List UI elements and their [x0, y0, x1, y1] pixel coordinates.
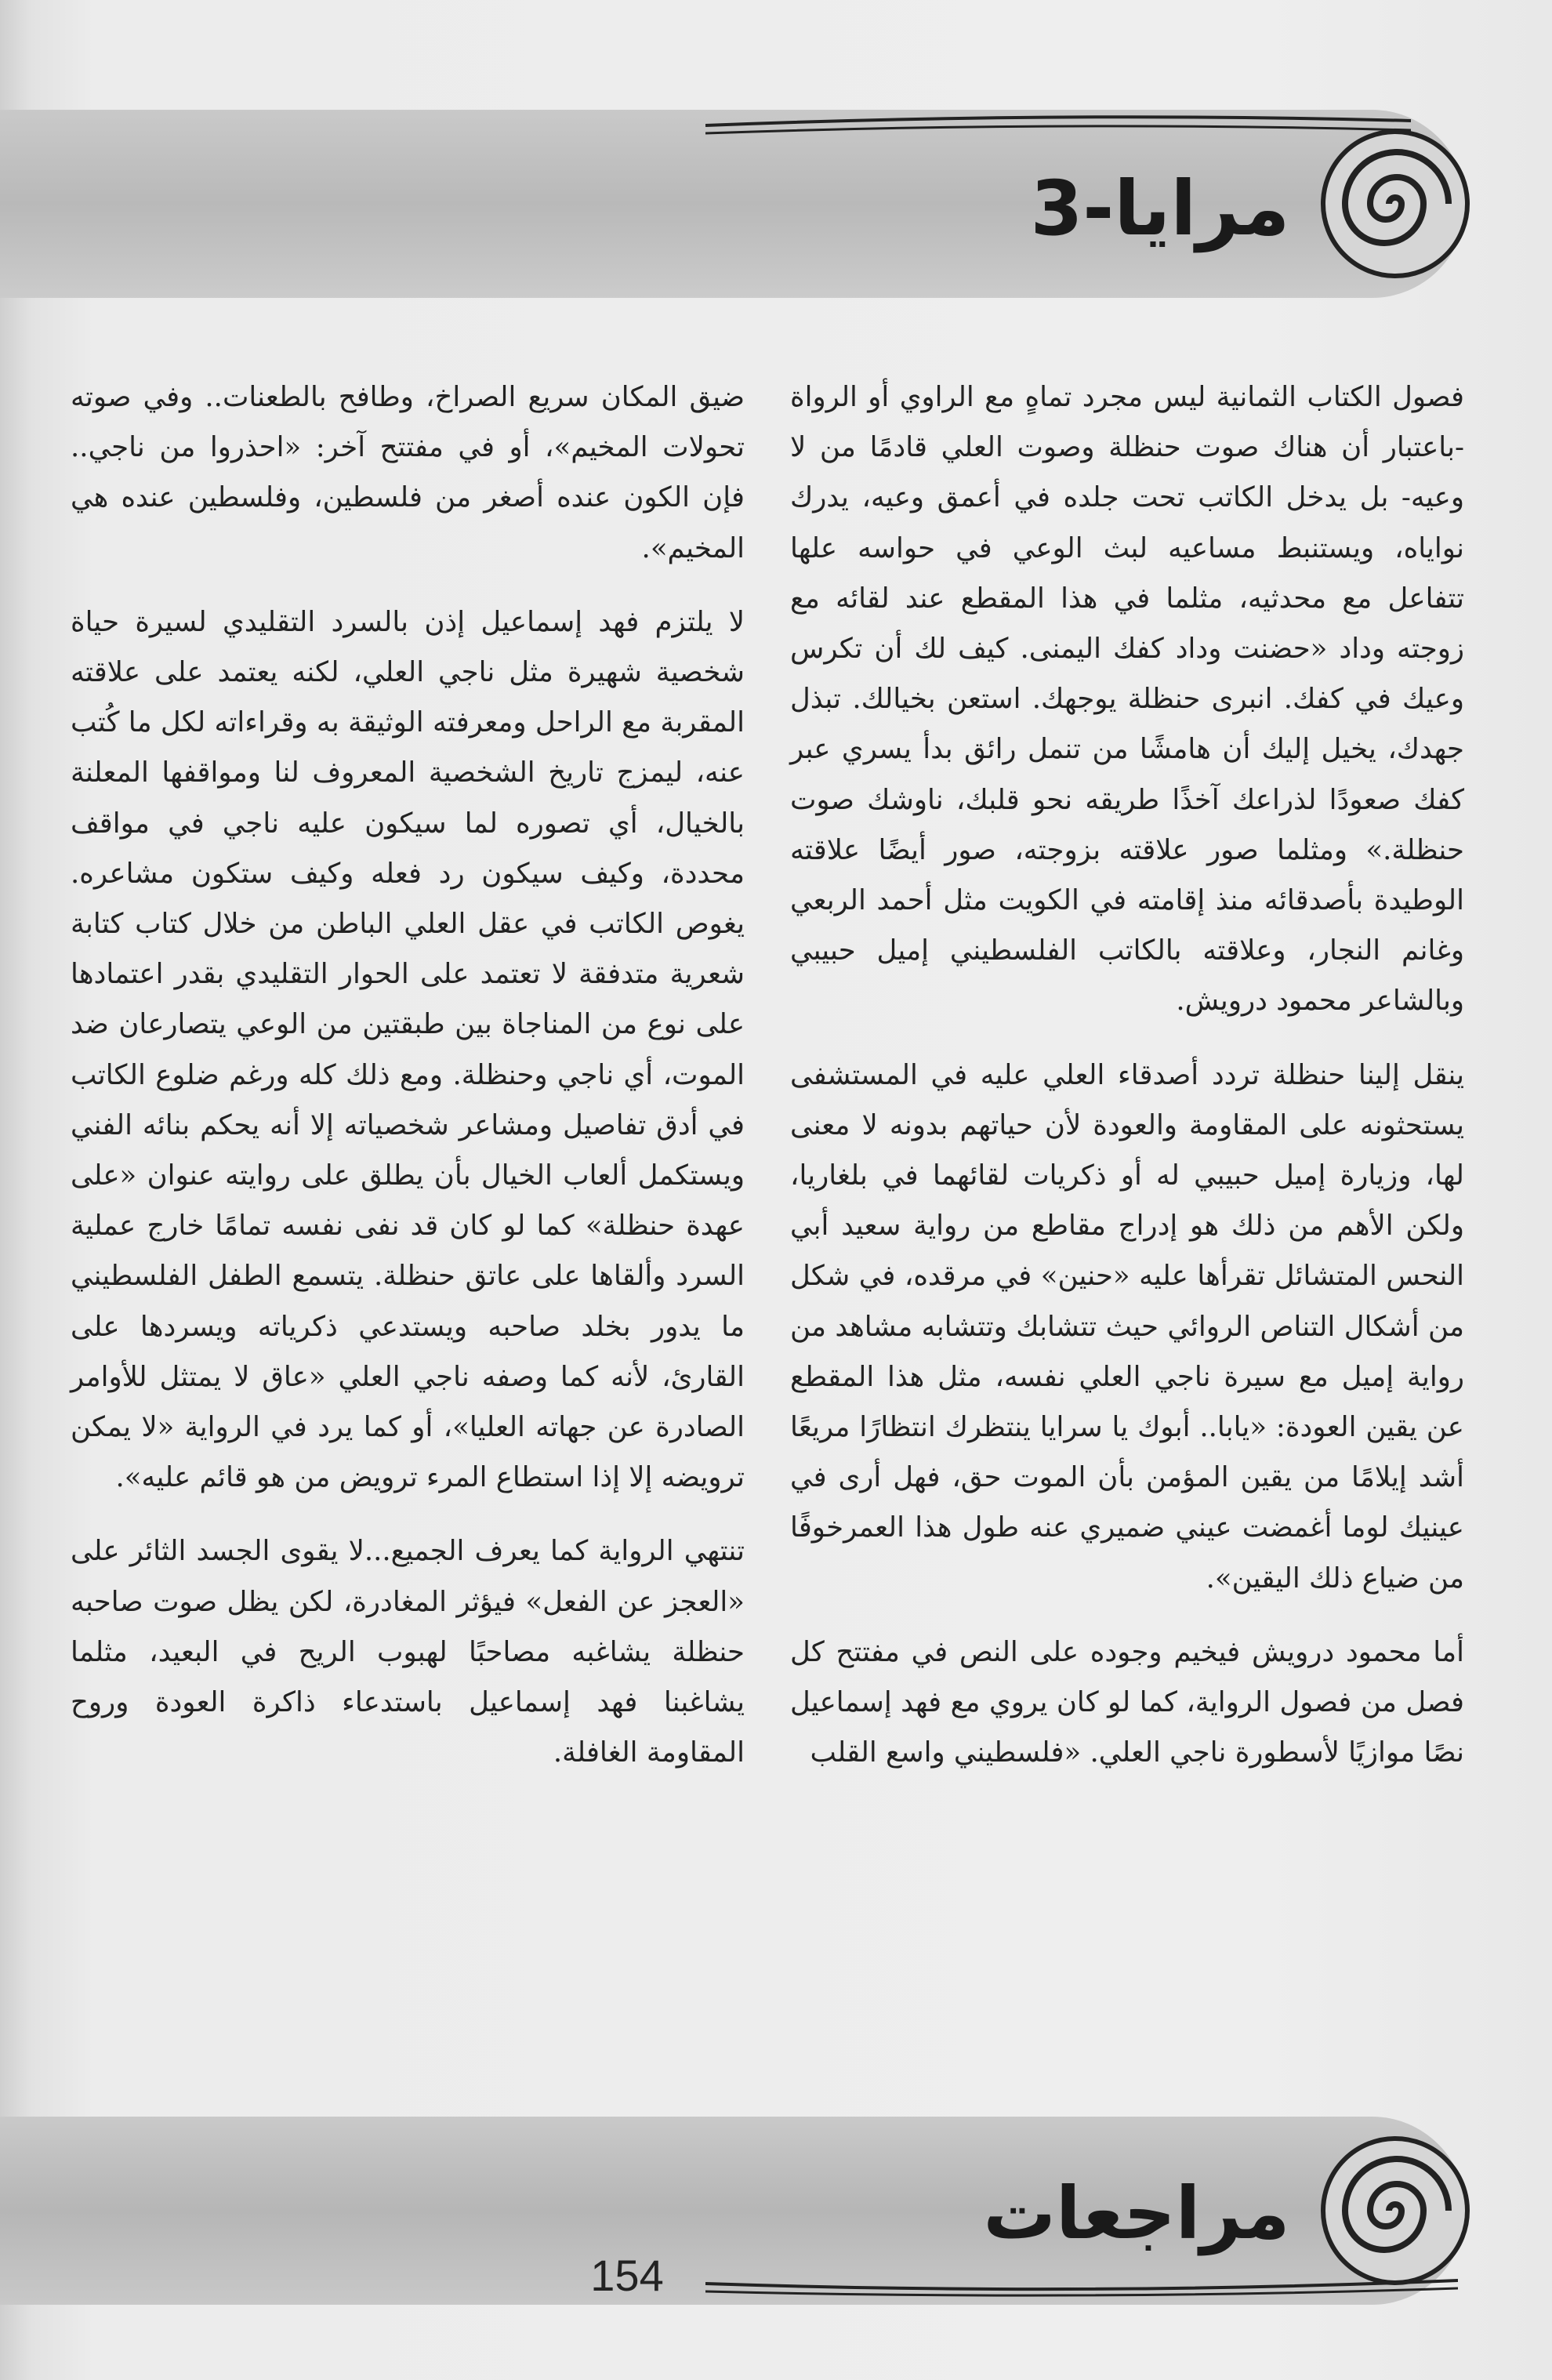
- footer-section-title: مراجعات: [983, 2171, 1290, 2255]
- header-rule: [705, 110, 1411, 141]
- spiral-ornament-icon: [1317, 125, 1474, 282]
- footer-rule: [705, 2277, 1458, 2301]
- page-number: 154: [590, 2251, 664, 2300]
- section-title: مرايا-3: [1030, 165, 1290, 252]
- paragraph: لا يلتزم فهد إسماعيل إذن بالسرد التقليدي لسيرة حياة شخصية شهيرة مثل ناجي العلي، لكنه يعتمد على علاقته المقربة مع الراحل ومعرفته الوثيقة به وقراءاته لكل ما كُتب عنه، ليمزج تاريخ الشخصية المعروف لنا ومواقفها المعلنة بالخيال، أي تصوره لما سيكون عليه ناجي في مواقف محددة، وكيف سيكون رد فعله وكيف ستكون مشاعره. يغوص الكاتب في عقل العلي الباطن من خلال كتاب كتابة شعرية متدفقة لا تعتمد على الحوار التقليدي بقدر اعتمادها على نوع من المناجاة بين طبقتين من الوعي يتصارعان ضد الموت، أي ناجي وحنظلة. ومع ذلك كله ورغم ضلوع الكاتب في أدق تفاصيل ومشاعر شخصياته إلا أنه يحكم بنائه الفني ويستكمل ألعاب الخيال بأن يطلق على روايته عنوان «على عهدة حنظلة» كما لو كان قد نفى نفسه تمامًا خارج عملية السرد وألقاها على عاتق حنظلة. يتسمع الطفل الفلسطيني ما يدور بخلد صاحبه ويستدعي ذكرياته ويسردها على القارئ، لأنه كما وصفه ناجي العلي «عاق لا يمتثل للأوامر الصادرة عن جهاته العليا»، أو كما يرد في الرواية «لا يمكن ترويضه إلا إذا استطاع المرء ترويض من هو قائم عليه».: [71, 605, 745, 1494]
- paragraph: فصول الكتاب الثمانية ليس مجرد تماهٍ مع الراوي أو الرواة -باعتبار أن هناك صوت حنظلة وصوت العلي قادمًا من لا وعيه- بل يدخل الكاتب تحت جلده في أعمق وعيه، يدرك نواياه، ويستنبط مساعيه لبث الوعي في حواسه علها تتفاعل مع محدثيه، مثلما في هذا المقطع عند لقائه مع زوجته وداد «حضنت وداد كفك اليمنى. كيف لك أن تكرس وعيك في كفك. انبرى حنظلة يوجهك. استعن بخيالك. تبذل جهدك، يخيل إليك أن هامشًا من تنمل رائق بدأ يسري عبر كفك صعودًا لذراعك آخذًا طريقه نحو قلبك، ناوشك صوت حنظلة.» ومثلما صور علاقته بزوجته، صور أيضًا علاقته الوطيدة بأصدقائه منذ إقامته في الكويت مثل أحمد الربعي وغانم النجار، وعلاقته بالكاتب الفلسطيني إميل حبيبي وبالشاعر محمود درويش.: [790, 381, 1464, 1018]
- article-column-right: [790, 372, 1464, 1801]
- paragraph: تنتهي الرواية كما يعرف الجميع...لا يقوى الجسد الثائر على «العجز عن الفعل» فيؤثر المغادرة، لكن يظل صوت صاحبه حنظلة يشاغبه مصاحبًا لهبوب الريح في البعيد، مثلما يشاغبنا فهد إسماعيل باستدعاء ذاكرة العودة وروح المقاومة الغافلة.: [71, 1535, 745, 1769]
- article-column-left: [71, 372, 745, 1801]
- paragraph: ينقل إلينا حنظلة تردد أصدقاء العلي عليه في المستشفى يستحثونه على المقاومة والعودة لأن حياتهم بدونه لا معنى لها، وزيارة إميل حبيبي له أو ذكريات لقائهما في بلغاريا، ولكن الأهم من ذلك هو إدراج مقاطع من رواية سعيد أبي النحس المتشائل تقرأها عليه «حنين» في مرقده، في شكل من أشكال التناص الروائي حيث تتشابك وتتشابه مشاهد من رواية إميل مع سيرة ناجي العلي نفسه، مثل هذا المقطع عن يقين العودة: «يابا.. أبوك يا سرايا ينتظرك انتظارًا مريعًا أشد إيلامًا من يقين المؤمن بأن الموت حق، فهل أرى في عينيك لوما أغمضت عيني ضميري عنه طول هذا العمرخوفًا من ضياع ذلك اليقين».: [790, 1058, 1464, 1595]
- paragraph: أما محمود درويش فيخيم وجوده على النص في مفتتح كل فصل من فصول الرواية، كما لو كان يروي مع فهد إسماعيل نصًا موازيًا لأسطورة ناجي العلي. «فلسطيني واسع القلب: [790, 1635, 1464, 1769]
- spiral-ornament-icon: [1317, 2132, 1474, 2289]
- paragraph: ضيق المكان سريع الصراخ، وطافح بالطعنات.. وفي صوته تحولات المخيم»، أو في مفتتح آخر: «احذروا من ناجي.. فإن الكون عنده أصغر من فلسطين، وفلسطين عنده هي المخيم».: [71, 381, 745, 564]
